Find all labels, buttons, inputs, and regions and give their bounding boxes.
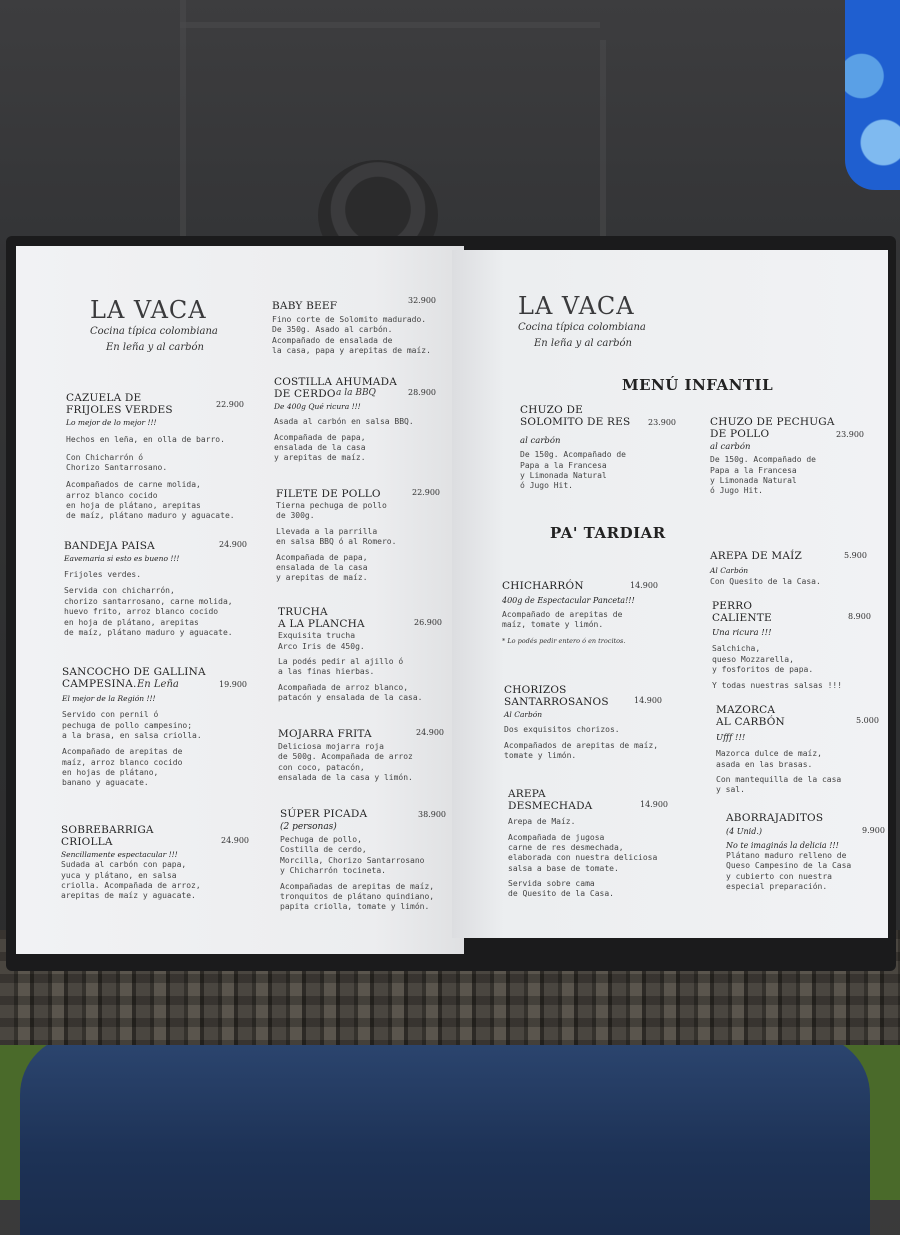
brand-title: LA VACA bbox=[90, 296, 207, 324]
table-surface bbox=[0, 0, 900, 260]
item-price: 26.900 bbox=[414, 618, 442, 627]
item-description: Acompañada de papa, ensalada de la casa y arepitas de maíz. bbox=[274, 432, 366, 463]
menu-item bbox=[710, 416, 886, 497]
item-name-suffix: a la BBQ bbox=[336, 388, 376, 398]
item-price: 14.900 bbox=[634, 696, 662, 705]
menu-item bbox=[274, 376, 460, 464]
menu-item bbox=[64, 540, 254, 638]
item-description: Plátano maduro relleno de Queso Campesino de la Casa y cubierto con nuestra especial preparación. bbox=[726, 851, 852, 892]
menu-page-right bbox=[452, 250, 888, 938]
item-price: 38.900 bbox=[418, 810, 446, 819]
item-name: CHORIZOS SANTARROSANOS bbox=[504, 684, 609, 709]
item-description: Deliciosa mojarra roja de 500g. Acompañada de arroz con coco, patacón, ensalada de la casa y limón. bbox=[278, 742, 413, 783]
item-name: MAZORCA AL CARBÓN bbox=[716, 704, 785, 729]
item-name: SÚPER PICADA bbox=[280, 808, 368, 820]
item-description: Frijoles verdes. bbox=[64, 570, 142, 580]
item-description: Tierna pechuga de pollo de 300g. bbox=[276, 501, 387, 521]
item-description: De 150g. Acompañado de Papa a la Francesa y Limonada Natural ó Jugo Hit. bbox=[710, 455, 816, 496]
item-name: BABY BEEF bbox=[272, 300, 338, 312]
tagline: En leña y al carbón bbox=[534, 338, 632, 349]
item-subtitle: Eavemaria si esto es bueno !!! bbox=[64, 554, 180, 564]
item-description: Acompañado de arepitas de maíz, tomate y limón. bbox=[502, 610, 623, 630]
item-description: Salchicha, queso Mozzarella, y fosforitos de papa. bbox=[712, 644, 814, 674]
item-price: 9.900 bbox=[862, 826, 885, 835]
menu-item bbox=[66, 392, 256, 522]
item-name: AREPA DE MAÍZ bbox=[710, 550, 802, 562]
menu-item bbox=[278, 728, 464, 784]
item-description: Acompañada de jugosa carne de res desmechada, elaborada con nuestra deliciosa salsa a base de tomate. bbox=[508, 832, 658, 873]
item-subtitle: Al Carbón bbox=[504, 710, 543, 720]
item-name: BANDEJA PAISA bbox=[64, 540, 155, 552]
item-name: SANCOCHO DE GALLINA CAMPESINA. bbox=[62, 666, 206, 691]
item-price: 23.900 bbox=[836, 430, 864, 439]
item-description: Mazorca dulce de maíz, asada en las brasas. bbox=[716, 749, 822, 769]
item-price: 5.000 bbox=[856, 716, 879, 725]
item-name: AREPA DESMECHADA bbox=[508, 788, 593, 813]
brand-title: LA VACA bbox=[518, 292, 635, 320]
item-description: Con Quesito de la Casa. bbox=[710, 577, 821, 587]
menu-item bbox=[726, 812, 888, 893]
item-price: 14.900 bbox=[640, 800, 668, 809]
tagline: En leña y al carbón bbox=[106, 342, 204, 353]
menu-item bbox=[280, 808, 464, 913]
item-price: 22.900 bbox=[216, 400, 244, 409]
item-description: Acompañadas de arepitas de maíz, tronquitos de plátano quindiano, papita criolla, tomate y limón. bbox=[280, 881, 435, 912]
blue-fabric bbox=[845, 0, 900, 190]
jeans-lap bbox=[20, 1035, 870, 1235]
item-description: Servida sobre cama de Quesito de la Casa. bbox=[508, 879, 614, 899]
item-name: COSTILLA AHUMADA DE CERDO bbox=[274, 376, 397, 401]
menu-item bbox=[278, 606, 464, 703]
section-heading-afternoon: PA' TARDIAR bbox=[550, 524, 666, 542]
item-description: Y todas nuestras salsas !!! bbox=[712, 681, 843, 691]
item-description: Llevada a la parrilla en salsa BBQ ó al Romero. bbox=[276, 526, 397, 547]
item-description: Acompañada de papa, ensalada de la casa y arepitas de maíz. bbox=[276, 552, 368, 583]
item-price: 28.900 bbox=[408, 388, 436, 397]
item-price: 24.900 bbox=[221, 836, 249, 845]
table-rib bbox=[600, 40, 606, 240]
menu-item bbox=[276, 488, 462, 584]
item-subtitle: Una ricura !!! bbox=[712, 628, 772, 639]
item-price: 24.900 bbox=[219, 540, 247, 549]
tagline: Cocina típica colombiana bbox=[90, 326, 218, 337]
section-heading-kids: MENÚ INFANTIL bbox=[622, 376, 774, 394]
item-description: Con Chicharrón ó Chorizo Santarrosano. bbox=[66, 452, 168, 472]
item-subtitle: Al Carbón bbox=[710, 566, 749, 576]
menu-item bbox=[712, 600, 888, 692]
item-description: Acompañados de arepitas de maíz, tomate y limón. bbox=[504, 740, 659, 760]
tagline: Cocina típica colombiana bbox=[518, 322, 646, 333]
item-price: 8.900 bbox=[848, 612, 871, 621]
item-description: Pechuga de pollo, Costilla de cerdo, Morcilla, Chorizo Santarrosano y Chicharrón tocineta. bbox=[280, 835, 425, 876]
item-price: 14.900 bbox=[630, 581, 658, 590]
item-description: Hechos en leña, en olla de barro. bbox=[66, 435, 225, 445]
item-subtitle: Lo mejor de lo mejor !!! bbox=[66, 418, 157, 428]
item-description: Servido con pernil ó pechuga de pollo campesino; a la brasa, en salsa criolla. bbox=[62, 710, 202, 740]
item-name: PERRO CALIENTE bbox=[712, 600, 772, 625]
item-description: Dos exquisitos chorizos. bbox=[504, 725, 620, 735]
menu-item bbox=[508, 788, 698, 900]
item-subtitle: al carbón bbox=[710, 442, 751, 453]
item-subtitle: (4 Unid.) bbox=[726, 827, 762, 837]
item-name: TRUCHA A LA PLANCHA bbox=[278, 606, 365, 631]
item-note: * Lo podés pedir entero ó en trocitos. bbox=[502, 636, 626, 645]
item-name: CHICHARRÓN bbox=[502, 580, 584, 592]
item-price: 24.900 bbox=[416, 728, 444, 737]
item-name: CHUZO DE PECHUGA DE POLLO bbox=[710, 416, 835, 441]
item-subtitle: Ufff !!! bbox=[716, 733, 746, 744]
item-name-suffix: En Leña bbox=[137, 679, 179, 690]
menu-item bbox=[272, 296, 458, 357]
item-description: Acompañados de carne molida, arroz blanco cocido en hoja de plátano, arepitas de maíz, plátano maduro y aguacate. bbox=[66, 480, 235, 521]
table-rib bbox=[180, 0, 186, 240]
item-description: De 150g. Acompañado de Papa a la Francesa y Limonada Natural ó Jugo Hit. bbox=[520, 450, 626, 491]
menu-item bbox=[504, 684, 704, 761]
item-description: Sudada al carbón con papa, yuca y plátano, en salsa criolla. Acompañada de arroz, arepitas de maíz y aguacate. bbox=[61, 860, 201, 901]
item-subtitle: 400g de Espectacular Panceta!!! bbox=[502, 596, 635, 606]
item-price: 23.900 bbox=[648, 418, 676, 427]
item-name: MOJARRA FRITA bbox=[278, 728, 372, 740]
item-name: CAZUELA DE FRIJOLES VERDES bbox=[66, 392, 173, 417]
menu-page-left bbox=[16, 246, 464, 954]
item-subtitle: El mejor de la Región !!! bbox=[62, 694, 156, 704]
item-subtitle: Sencillamente espectacular !!! bbox=[61, 850, 178, 860]
item-price: 32.900 bbox=[408, 296, 436, 305]
item-subtitle: No te imaginás la delicia !!! bbox=[726, 841, 839, 851]
item-price: 19.900 bbox=[219, 680, 247, 689]
menu-item bbox=[61, 824, 261, 902]
item-description: Acompañada de arroz blanco, patacón y ensalada de la casa. bbox=[278, 682, 423, 703]
item-description: Arepa de Maíz. bbox=[508, 817, 576, 827]
item-name: SOBREBARRIGA CRIOLLA bbox=[61, 824, 154, 849]
item-description: Acompañado de arepitas de maíz, arroz blanco cocido en hojas de plátano, banano y aguacate. bbox=[62, 747, 183, 788]
item-description: Fino corte de Solomito madurado. De 350g. Asado al carbón. Acompañado de ensalada de la casa, papa y arepitas de maíz. bbox=[272, 315, 431, 356]
item-description: La podés pedir al ajillo ó a las finas hierbas. bbox=[278, 656, 404, 677]
item-subtitle: al carbón bbox=[520, 436, 561, 447]
item-subtitle: De 400g Qué ricura !!! bbox=[274, 402, 361, 412]
item-description: Servida con chicharrón, chorizo santarrosano, carne molida, huevo frito, arroz blanco cocido en hoja de plátano, arepitas de maíz, plátano maduro y aguacate. bbox=[64, 586, 233, 638]
item-description: Con mantequilla de la casa y sal. bbox=[716, 774, 842, 795]
menu-item bbox=[710, 550, 886, 587]
item-subtitle: (2 personas) bbox=[280, 822, 337, 833]
item-name: FILETE DE POLLO bbox=[276, 488, 381, 500]
item-name: ABORRAJADITOS bbox=[726, 812, 824, 824]
menu-item bbox=[502, 580, 692, 645]
item-price: 22.900 bbox=[412, 488, 440, 497]
item-description: Asada al carbón en salsa BBQ. bbox=[274, 417, 414, 427]
menu-item bbox=[716, 704, 888, 796]
menu-item bbox=[520, 404, 690, 492]
menu-item bbox=[62, 666, 262, 789]
item-description: Exquisita trucha Arco Iris de 450g. bbox=[278, 631, 365, 651]
item-name: CHUZO DE SOLOMITO DE RES bbox=[520, 404, 631, 429]
table-rib bbox=[180, 22, 600, 28]
item-price: 5.900 bbox=[844, 551, 867, 560]
